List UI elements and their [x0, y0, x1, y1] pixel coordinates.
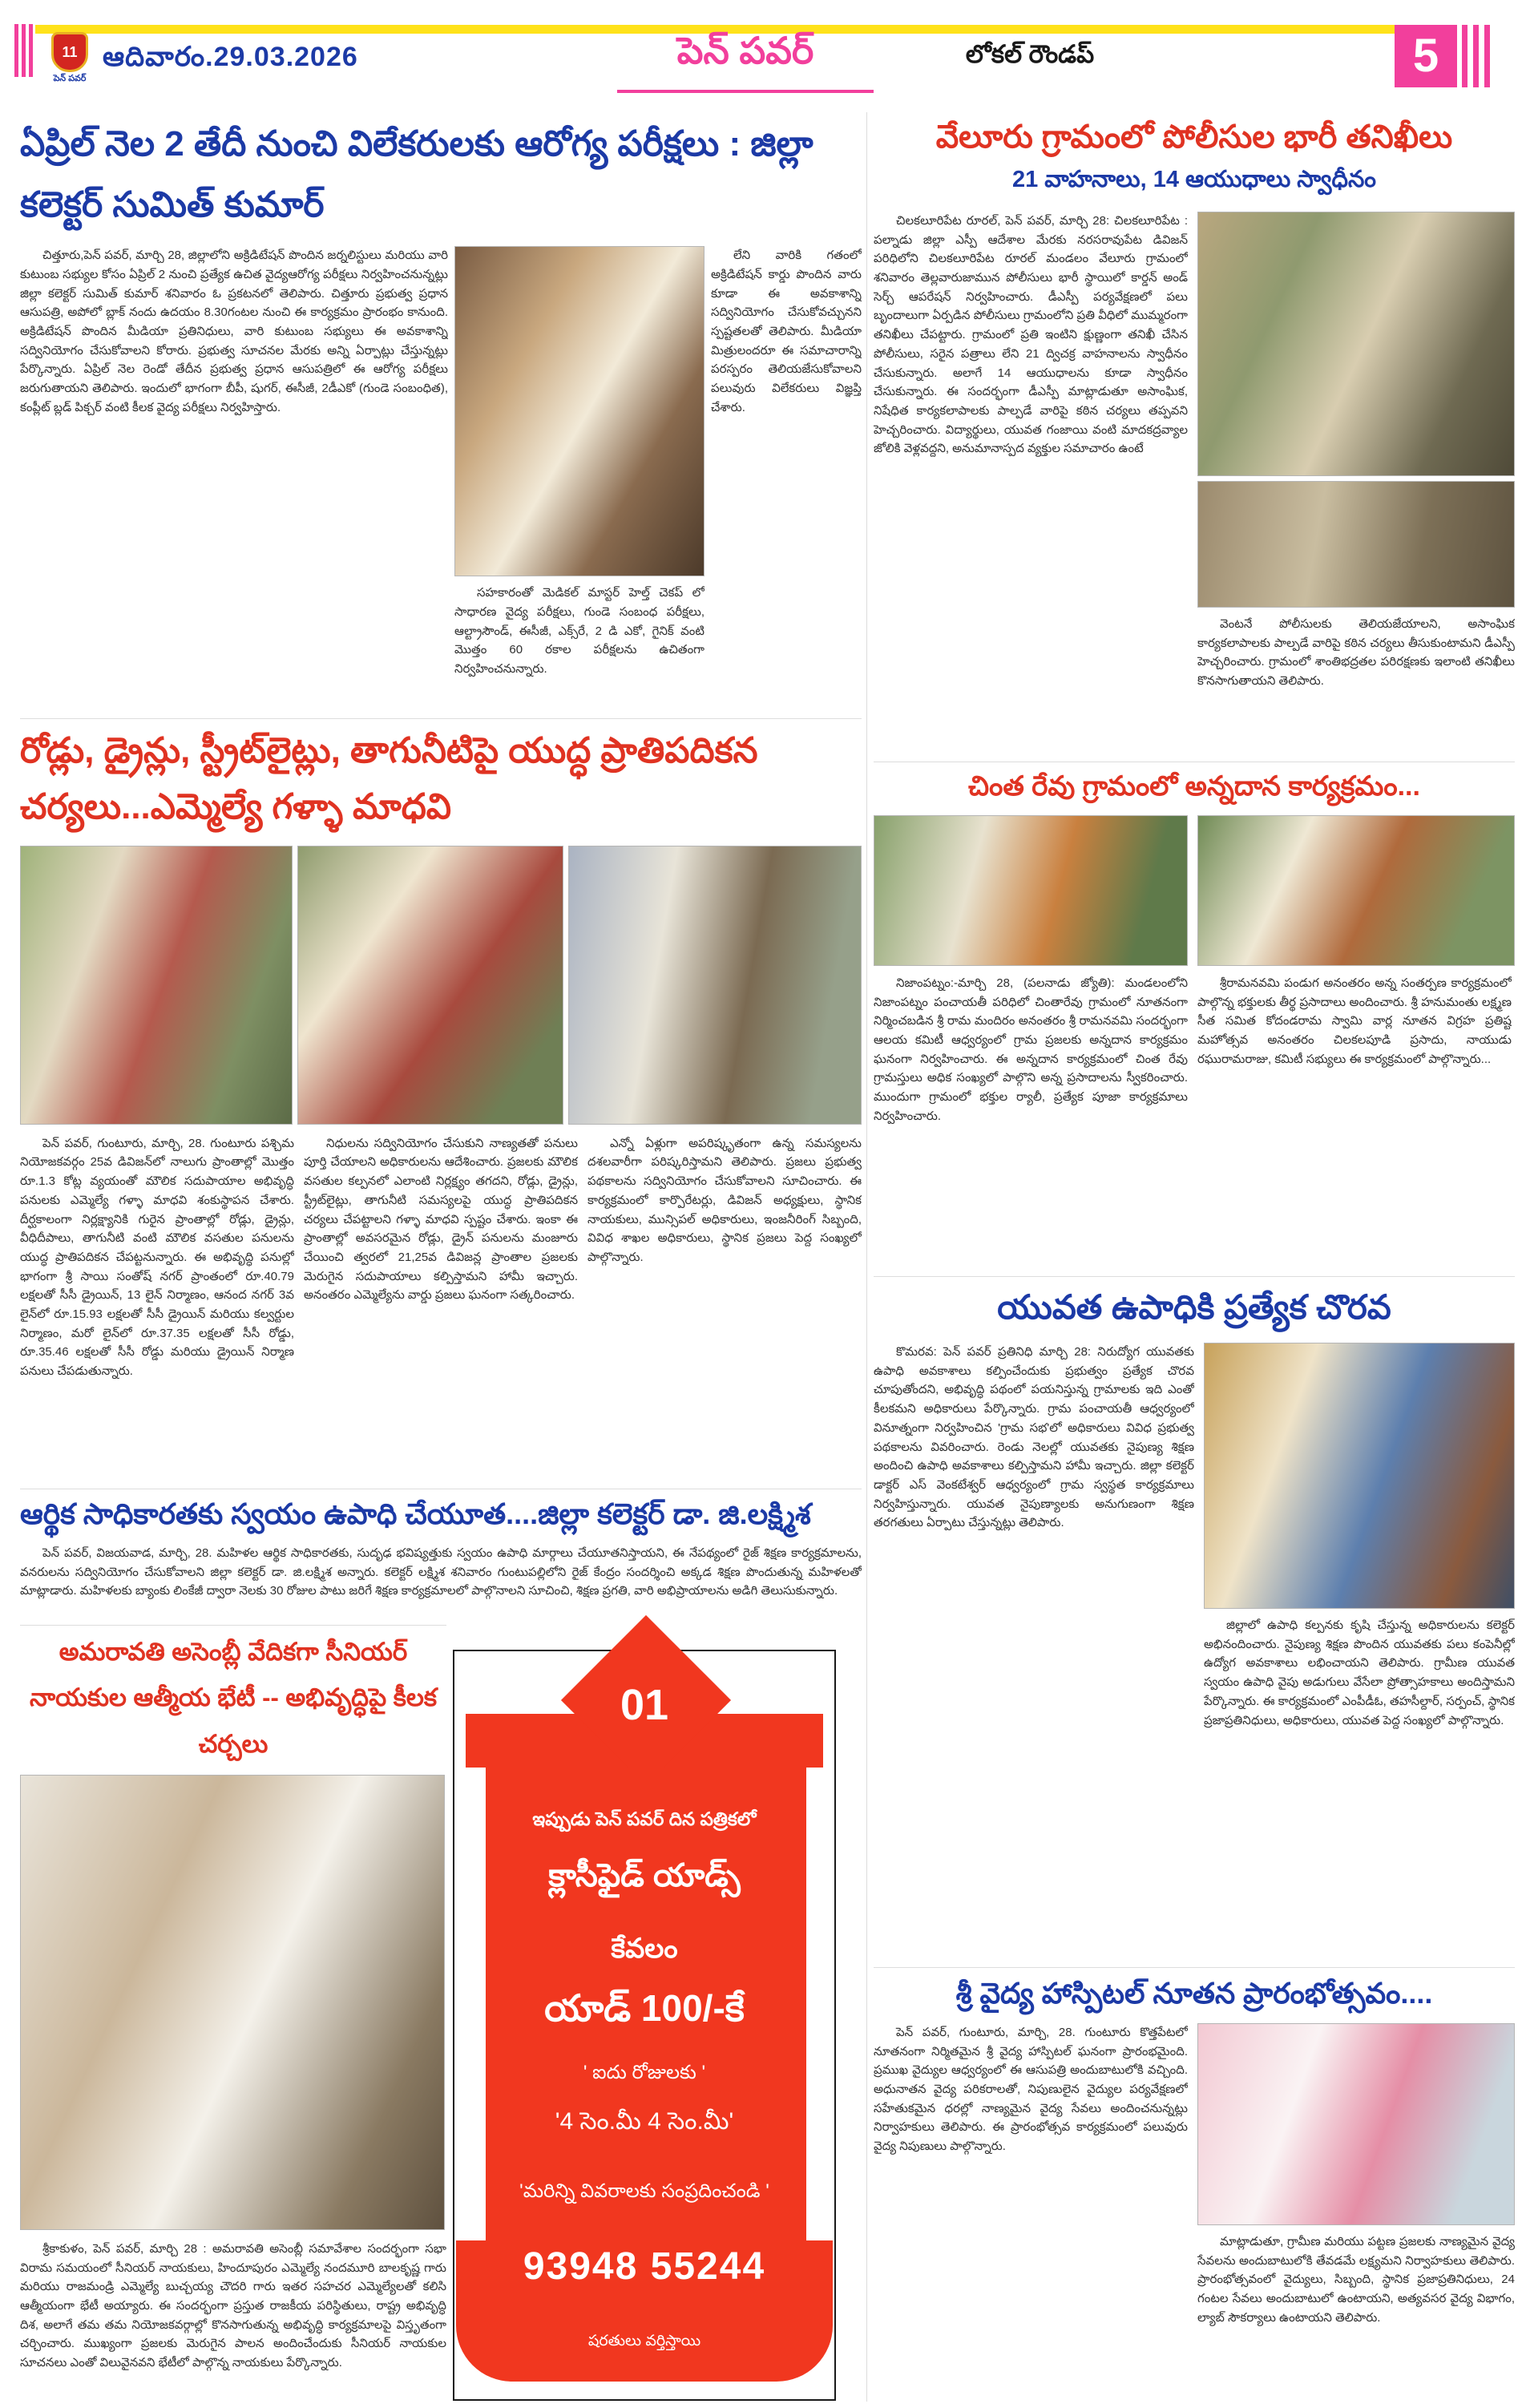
ad-title: క్లాసీఫైడ్ యాడ్స్ — [548, 1858, 741, 1893]
ad-terms-note: షరతులు వర్తిస్తాయి — [587, 2333, 701, 2349]
article-body-column: ఎన్నో ఏళ్లుగా అపరిష్కృతంగా ఉన్న సమస్యలను దశలవారీగా పరిష్కరిస్తామని తెలిపారు. ప్రజలు ప్రభుత్వ పథకాలను సద్వినియోగం చేసుకోవాలని సూచించారు. ఈ కార్యక్రమంలో కార్పొరేటర్లు, డివిజన్ అధ్యక్షులు, స్థానిక నాయకులు, మున్సిపల్ అధికారులు, ఇంజనీరింగ్ సిబ్బంది, వివిధ శాఖల అధికారులు, స్థానిక ప్రజలు పెద్ద సంఖ్యలో పాల్గొన్నారు. — [587, 1136, 862, 1264]
article-headline: అమరావతి అసెంబ్లీ వేదికగా సీనియర్ నాయకుల ఆత్మీయ భేటీ -- అభివృద్ధిపై కీలక చర్చలు — [29, 1638, 438, 1758]
photo-youth-event-stage — [1204, 1343, 1515, 1609]
article-body: పెన్ పవర్, విజయవాడ, మార్చి, 28. మహిళల ఆర్థిక సాధికారతకు, సుదృఢ భవిష్యత్తుకు స్వయం ఉపాధి మార్గాలు చేయూతనిస్తాయని, ఈ నేపథ్యంలో రైజ్ శిక్షణ కార్యక్రమాలను, వనరులను సద్వినియోగం చేసుకోవాలని జిల్లా కలెక్టర్ డా. జి.లక్ష్మిశ అన్నారు. కలెక్టర్ లక్ష్మిశ శనివారం గుంటుపల్లిలోని రైజ్ కేంద్రం సందర్శించి అక్కడ శిక్షణ పొందుతున్న మహిళలతో మాట్లాడారు. మహిళలకు బ్యాంకు లింకేజీ ద్వారా నెలకు 30 రోజుల పాటు జరిగే శిక్షణ కార్యక్రమాలలో పాల్గొనాలని సూచించి, శిక్షణ ప్రగతి, వారి అభిప్రాయాలను అడిగి తెలుసుకున్నారు. — [20, 1546, 862, 1598]
section-divider — [874, 1967, 1515, 1968]
edition-date: ఆదివారం.29.03.2026 — [103, 42, 358, 72]
article-police-search — [874, 114, 1515, 718]
logo-caption: పెన్ పవర్ — [53, 74, 87, 83]
article-health-checks — [20, 114, 862, 699]
article-headline: వేలూరు గ్రామంలో పోలీసుల భారీ తనిఖీలు — [935, 119, 1453, 155]
photo-shankusthapana-crowd-1 — [20, 846, 293, 1125]
article-body: శ్రీకాకుళం, పెన్ పవర్, మార్చి 28 : అమరావతి అసెంబ్లీ సమావేశాల సందర్భంగా సభా విరామ సమయంలో సీనియర్ నాయకులు, హిందూపురం ఎమ్మెల్యే నందమూరి బాలకృష్ణ గారు మరియు రాజమండ్రి ఎమ్మెల్యే బుచ్చయ్య చౌదరి గారు ఇతర సహచర ఎమ్మెల్యేలతో కలిసి ఆత్మీయంగా భేటీ అయ్యారు. ఈ సందర్భంగా ప్రస్తుత రాజకీయ పరిస్థితులు, రాష్ట్ర అభివృద్ధి దిశ, అలాగే తమ తమ నియోజకవర్గాల్లో కొనసాగుతున్న అభివృద్ధి కార్యక్రమాలపై విస్తృతంగా చర్చించారు. ముఖ్యంగా ప్రజలకు మెరుగైన పాలన అందించేందుకు సీనియర్ నాయకుల సూచనలు ఎంతో విలువైనవని భేటీలో పాల్గొన్న నాయకులు పేర్కొన్నారు. — [20, 2242, 446, 2370]
article-body-column: జిల్లాలో ఉపాధి కల్పనకు కృషి చేస్తున్న అధికారులను కలెక్టర్ అభినందించారు. నైపుణ్య శిక్షణ పొందిన యువతకు పలు కంపెనీల్లో ఉద్యోగ అవకాశాలు లభించాయని తెలిపారు. గ్రామీణ యువత స్వయం ఉపాధి వైపు అడుగులు వేసేలా ప్రోత్సాహకాలు అందిస్తామని పేర్కొన్నారు. ఈ కార్యక్రమంలో ఎంపీడీఓ, తహసీల్దార్, సర్పంచ్, స్థానిక ప్రజాప్రతినిధులు, అధికారులు, యువత పెద్ద సంఖ్యలో పాల్గొన్నారు. — [1204, 1618, 1515, 1727]
article-body-column: నిజాంపట్నం:-మార్చి 28, (పలనాడు జ్యోతి): మండలంలోని నిజాంపట్నం పంచాయతీ పరిధిలో చింతారేవు గ్రామంలో నూతనంగా నిర్మించబడిన శ్రీ రామ మందిరం అనంతరం శ్రీ రామనవమి సందర్భంగా ఆలయ కమిటీ ఆధ్వర్యంలో గ్రామ ప్రజలకు అన్నదాన కార్యక్రమం ఘనంగా నిర్వహించారు. ఈ అన్నదాన కార్యక్రమంలో చింత రేవు గ్రామస్తులు అధిక సంఖ్యలో పాల్గొని అన్న ప్రసాదాలను స్వీకరించారు. ముందుగా గ్రామంలో భక్తుల ర్యాలీ, ప్రత్యేక పూజా కార్యక్రమాలు నిర్వహించారు. — [874, 976, 1188, 1123]
article-headline: చింత రేవు గ్రామంలో అన్నదాన కార్యక్రమం... — [968, 771, 1420, 802]
photo-temple-event-2 — [1197, 815, 1515, 966]
photo-seized-weapons — [1197, 481, 1515, 608]
ad-badge-number: 01 — [620, 1681, 669, 1729]
classified-ad — [453, 1650, 836, 2401]
photo-leaders-meeting — [20, 1775, 445, 2230]
section-divider — [20, 718, 862, 719]
photo-shankusthapana-crowd-3 — [568, 846, 862, 1125]
article-collector-rise — [20, 1493, 862, 1624]
article-body-column: లేని వారికి గతంలో అక్రిడిటేషన్ కార్డు పొందిన వారు కూడా ఈ అవకాశాన్ని సద్వినియోగం చేసుకోవచ్చునని స్పష్టతలతో తెలిపారు. మీడియా మిత్రులందరూ ఈ సమాచారాన్ని పరస్పరం తెలియజేసుకోవాలని పలువురు విలేకరులు విజ్ఞప్తి చేశారు. — [711, 248, 862, 414]
article-body-column: మాట్లాడుతూ, గ్రామీణ మరియు పట్టణ ప్రజలకు నాణ్యమైన వైద్య సేవలను అందుబాటులోకి తేవడమే లక్ష్యమని నిర్వాహకులు తెలిపారు. ప్రారంభోత్సవంలో వైద్యులు, సిబ్బంది, స్థానిక ప్రజాప్రతినిధులు, 24 గంటల సేవలు అందుబాటులో ఉంటాయని, అత్యవసర వైద్య విభాగం, ల్యాబ్ సౌకర్యాలు ఉంటాయని తెలిపారు. — [1197, 2235, 1515, 2325]
ad-line: కేవలం — [611, 1933, 678, 1964]
photo-police-inspection — [1197, 212, 1515, 476]
photo-hospital-inauguration — [1197, 2023, 1515, 2225]
masthead-title: పెన్ పవర్ — [617, 29, 874, 93]
article-body-column: సహకారంతో మెడికల్ మాస్టర్ హెల్త్ చెకప్ లో సాధారణ వైద్య పరీక్షలు, గుండె సంబంధ పరీక్షలు, ఆల్ట్రాసౌండ్, ఈసీజీ, ఎక్స్‌రే, 2 డి ఎకో, గైనిక్ వంటి మొత్తం 60 రకాల పరీక్షలను ఉచితంగా నిర్వహించనున్నారు. — [454, 586, 704, 677]
article-headline: ఏప్రిల్ నెల 2 తేదీ నుంచి విలేకరులకు ఆరోగ్య పరీక్షలు : జిల్లా కలెక్టర్ సుమిత్ కుమార్ — [20, 124, 813, 224]
ad-price: యాడ్ 100/-కే — [544, 1987, 745, 2029]
photo-shankusthapana-crowd-2 — [297, 846, 563, 1125]
article-headline: శ్రీ వైద్య హాస్పిటల్ నూతన ప్రారంభోత్సవం.... — [955, 1977, 1433, 2010]
newspaper-logo — [38, 32, 101, 86]
photo-collector-press-meet — [454, 246, 704, 576]
ad-line: ' ఐదు రోజులకు ' — [583, 2062, 706, 2083]
ad-contact-line: 'మరిన్ని వివరాలకు సంప్రదించండి ' — [519, 2180, 769, 2202]
page-number: 5 — [1395, 25, 1457, 87]
article-headline: రోడ్లు, డ్రైన్లు, స్ట్రీట్‌లైట్లు, తాగునీటిపై యుద్ధ ప్రాతిపదికన చర్యలు...ఎమ్మెల్యే గళ్ళా మాధవి — [20, 731, 758, 827]
article-body-column: శ్రీరామనవమి పండుగ అనంతరం అన్న సంతర్పణ కార్యక్రమంలో పాల్గొన్న భక్తులకు తీర్థ ప్రసాదాలు అందించారు. శ్రీ హనుమంతు లక్ష్మణ సీత సమిత కోదండరామ స్వామి వార్ల నూతన విగ్రహ ప్రతిష్ట మహోత్సవ అనంతరం చిలకలపూడి ప్రసాదు, నాయుడు రఘురామరాజు, కమిటీ సభ్యులు ఈ కార్యక్రమంలో పాల్గొన్నారు... — [1197, 976, 1512, 1066]
article-headline: ఆర్థిక సాధికారతకు స్వయం ఉపాధి చేయూత....జిల్లా కలెక్టర్ డా. జి.లక్ష్మిశ — [20, 1497, 811, 1530]
article-body-column: పెన్ పవర్, గుంటూరు, మార్చి, 28. గుంటూరు పశ్చిమ నియోజకవర్గం 25వ డివిజన్‌లో నాలుగు ప్రాంతాల్లో మొత్తం రూ.1.3 కోట్ల వ్యయంతో మౌలిక సదుపాయాల అభివృద్ధి పనులకు ఎమ్మెల్యే గళ్ళా మాధవి శంకుస్థాపన చేశారు. దీర్ఘకాలంగా నిర్లక్ష్యానికి గురైన ప్రాంతాల్లో రోడ్లు, డ్రైన్లు, వీధిదీపాలు, తాగునీటి వంటి మౌలిక వసతుల పనులను యుద్ధ ప్రాతిపదికన చేపట్టనున్నారు. ఈ అభివృద్ధి పనుల్లో భాగంగా శ్రీ సాయి సంతోష్ నగర్ ప్రాంతంలో రూ.40.79 లక్షలతో సీసీ డ్రైయిన్, 13 లైన్ నిర్మాణం, ఆనంద నగర్ 3వ లైన్‌లో రూ.15.93 లక్షలతో సీసీ డ్రైయిన్ మరియు కల్వర్టుల నిర్మాణం, మరో లైన్‌లో రూ.37.35 లక్షలతో సీసీ రోడ్డు, రూ.35.46 లక్షలతో సీసీ రోడ్డు మరియు డ్రైయిన్ నిర్మాణ పనులు చేపడుతున్నారు. — [20, 1136, 294, 1379]
section-divider — [20, 1625, 446, 1626]
section-divider — [874, 1276, 1515, 1277]
ad-line: ఇప్పుడు పెన్ పవర్ దిన పత్రికలో — [532, 1808, 757, 1829]
article-roads-development — [20, 723, 862, 1485]
article-subhead: 21 వాహనాలు, 14 ఆయుధాలు స్వాధీనం — [1011, 167, 1377, 192]
logo-emblem-icon: 11 — [51, 32, 88, 72]
photo-temple-event-1 — [874, 815, 1188, 966]
article-assembly-meet — [20, 1629, 446, 2408]
article-body-column: వెంటనే పోలీసులకు తెలియజేయాలని, అసాంఘిక కార్యకలాపాలకు పాల్పడే వారిపై కఠిన చర్యలు తీసుకుంటామని డీఎస్పీ హెచ్చరించారు. గ్రామంలో శాంతిభద్రతల పరిరక్షణకు ఇలాంటి తనిఖీలు కొనసాగుతాయని తెలిపారు. — [1197, 617, 1515, 689]
article-annadanam — [874, 766, 1515, 1256]
column-divider — [866, 112, 867, 2402]
article-body-column: నిధులను సద్వినియోగం చేసుకుని నాణ్యతతో పనులు పూర్తి చేయాలని అధికారులను ఆదేశించారు. ప్రజలకు మౌలిక వసతుల కల్పనలో ఎలాంటి నిర్లక్ష్యం తగదని, రోడ్లు, డ్రైన్లు, స్ట్రీట్‌లైట్లు, తాగునీటి సమస్యలపై యుద్ధ ప్రాతిపదికన చర్యలు చేపట్టాలని గళ్ళా మాధవి స్పష్టం చేశారు. ఇంకా ఈ ప్రాంతాల్లో అవసరమైన రోడ్లు, డ్రైన్ పనులను మంజూరు చేయించి త్వరలో 21,25వ డివిజన్ల ప్రాంతాల ప్రజలకు మెరుగైన సదుపాయాలు కల్పిస్తామని హామీ ఇచ్చారు. అనంతరం ఎమ్మెల్యేను వార్డు ప్రజలు ఘనంగా సత్కరించారు. — [304, 1136, 578, 1303]
article-hospital-opening — [874, 1972, 1515, 2388]
article-headline: యువత ఉపాధికి ప్రత్యేక చొరవ — [997, 1288, 1391, 1326]
section-label: లోకల్ రౌండప్ — [965, 40, 1095, 68]
article-body-column: పెన్ పవర్, గుంటూరు, మార్చి, 28. గుంటూరు కొత్తపేటలో నూతనంగా నిర్మితమైన శ్రీ వైద్య హాస్పిటల్ ఘనంగా ప్రారంభమైంది. ప్రముఖ వైద్యుల ఆధ్వర్యంలో ఈ ఆసుపత్రి అందుబాటులోకి వచ్చింది. అధునాతన వైద్య పరికరాలతో, నిపుణులైన వైద్యుల పర్యవేక్షణలో సహేతుకమైన ధరల్లో నాణ్యమైన వైద్య సేవలు అందించనున్నట్లు నిర్వాహకులు తెలిపారు. ఈ ప్రారంభోత్సవ కార్యక్రమంలో పలువురు వైద్య నిపుణులు పాల్గొన్నారు. — [874, 2026, 1188, 2154]
article-body-column: చిత్తూరు,పెన్ పవర్, మార్చి 28, జిల్లాలోని అక్రిడిటేషన్ పొందిన జర్నలిస్టులు మరియు వారి కుటుంబ సభ్యుల కోసం ఏప్రిల్ 2 నుంచి ప్రత్యేక ఉచిత వైద్యఆరోగ్య పరీక్షలు నిర్వహించనున్నట్లు జిల్లా కలెక్టర్ సుమిత్ కుమార్ శనివారం ఓ ప్రకటనలో తెలిపారు. చిత్తూరు ప్రభుత్వ ప్రధాన ఆసుపత్రి, అపోలో బ్లాక్ నందు ఉదయం 8.30గంటల నుంచి ఈ కార్యక్రమం ప్రారంభం కానుంది. అక్రిడిటేషన్ పొందిన మీడియా ప్రతినిధులు, వారి కుటుంబ సభ్యులు ఈ అవకాశాన్ని సద్వినియోగం చేసుకోవాలని కోరారు. ప్రభుత్వ సూచనల మేరకు అన్ని ఏర్పాట్లు చేస్తున్నట్లు పేర్కొన్నారు. ఏప్రిల్ నెల రెండో తేదీన ప్రభుత్వ ప్రధాన ఆసుపత్రిలో ఈ ఆరోగ్య పరీక్షలు జరుగుతాయని తెలిపారు. ఇందులో భాగంగా బీపీ, షుగర్, ఈసీజీ, 2డీఎకో (గుండె సంబంధిత), కంప్లీట్ బ్లడ్ పిక్చర్ వంటి కీలక వైద్య పరీక్షలు నిర్వహిస్తారు. — [20, 248, 448, 414]
header-pink-bars-right — [1462, 25, 1496, 87]
header-pink-bars-left — [14, 24, 35, 77]
ad-size-spec: '4 సెం.మీ 4 సెం.మీ' — [555, 2108, 734, 2135]
article-body-column: చిలకలూరిపేట రూరల్, పెన్ పవర్, మార్చి 28: చిలకలూరిపేట : పల్నాడు జిల్లా ఎస్పీ ఆదేశాల మేరకు నరసరావుపేట డివిజన్ పరిధిలోని చిలకలూరిపేట రూరల్ మండలం వేలూరు గ్రామంలో శనివారం తెల్లవారుజామున పోలీసులు భారీ స్థాయిలో కార్డన్ అండ్ సెర్చ్ ఆపరేషన్ నిర్వహించారు. డీఎస్పీ పర్యవేక్షణలో పలు బృందాలుగా ఏర్పడిన పోలీసులు గ్రామంలోని ప్రతి వీధిలో ముమ్మరంగా తనిఖీలు చేపట్టారు. గ్రామంలో ప్రతి ఇంటిని క్షుణ్ణంగా తనిఖీ చేసిన పోలీసులు, సరైన పత్రాలు లేని 21 ద్విచక్ర వాహనాలను స్వాధీనం చేసుకున్నారు. అలాగే 14 ఆయుధాలను కూడా స్వాధీనం చేసుకున్నారు. ఈ సందర్భంగా డీఎస్పీ మాట్లాడుతూ అసాంఘిక, నిషేధిత కార్యకలాపాలకు పాల్పడే వారిపై కఠిన చర్యలు తప్పవని హెచ్చరించారు. విద్యార్థులు, యువత గంజాయి వంటి మాదకద్రవ్యాల జోలికి వెళ్లవద్దని, అనుమానాస్పద వ్యక్తుల సమాచారం ఉంటే — [874, 214, 1188, 456]
ad-phone-number: 93948 55244 — [523, 2245, 766, 2288]
article-body-column: కొమరవ: పెన్ పవర్ ప్రతినిధి మార్చి 28: నిరుద్యోగ యువతకు ఉపాధి అవకాశాలు కల్పించేందుకు ప్రభుత్వం ప్రత్యేక చొరవ చూపుతోందని, అభివృద్ధి పథంలో పయనిస్తున్న గ్రామాలకు ఇది ఎంతో కీలకమని అధికారులు పేర్కొన్నారు. గ్రామ పంచాయతీ ఆధ్వర్యంలో వినూత్నంగా నిర్వహించిన 'గ్రామ సభ'లో అధికారులు వివిధ ప్రభుత్వ పథకాలను వివరించారు. రెండు నెలల్లో యువతకు నైపుణ్య శిక్షణ అందించి ఉపాధి అవకాశాలు కల్పిస్తామని హామీ ఇచ్చారు. జిల్లా కలెక్టర్ డాక్టర్ ఎస్ వెంకటేశ్వర్ ఆధ్వర్యంలో గ్రామ స్వస్థత కార్యక్రమాలు నిర్వహిస్తున్నారు. యువత నైపుణ్యాలకు అనుగుణంగా శిక్షణ తరగతులు ఏర్పాటు చేస్తున్నట్లు తెలిపారు. — [874, 1345, 1194, 1530]
article-youth-employment — [874, 1281, 1515, 1966]
